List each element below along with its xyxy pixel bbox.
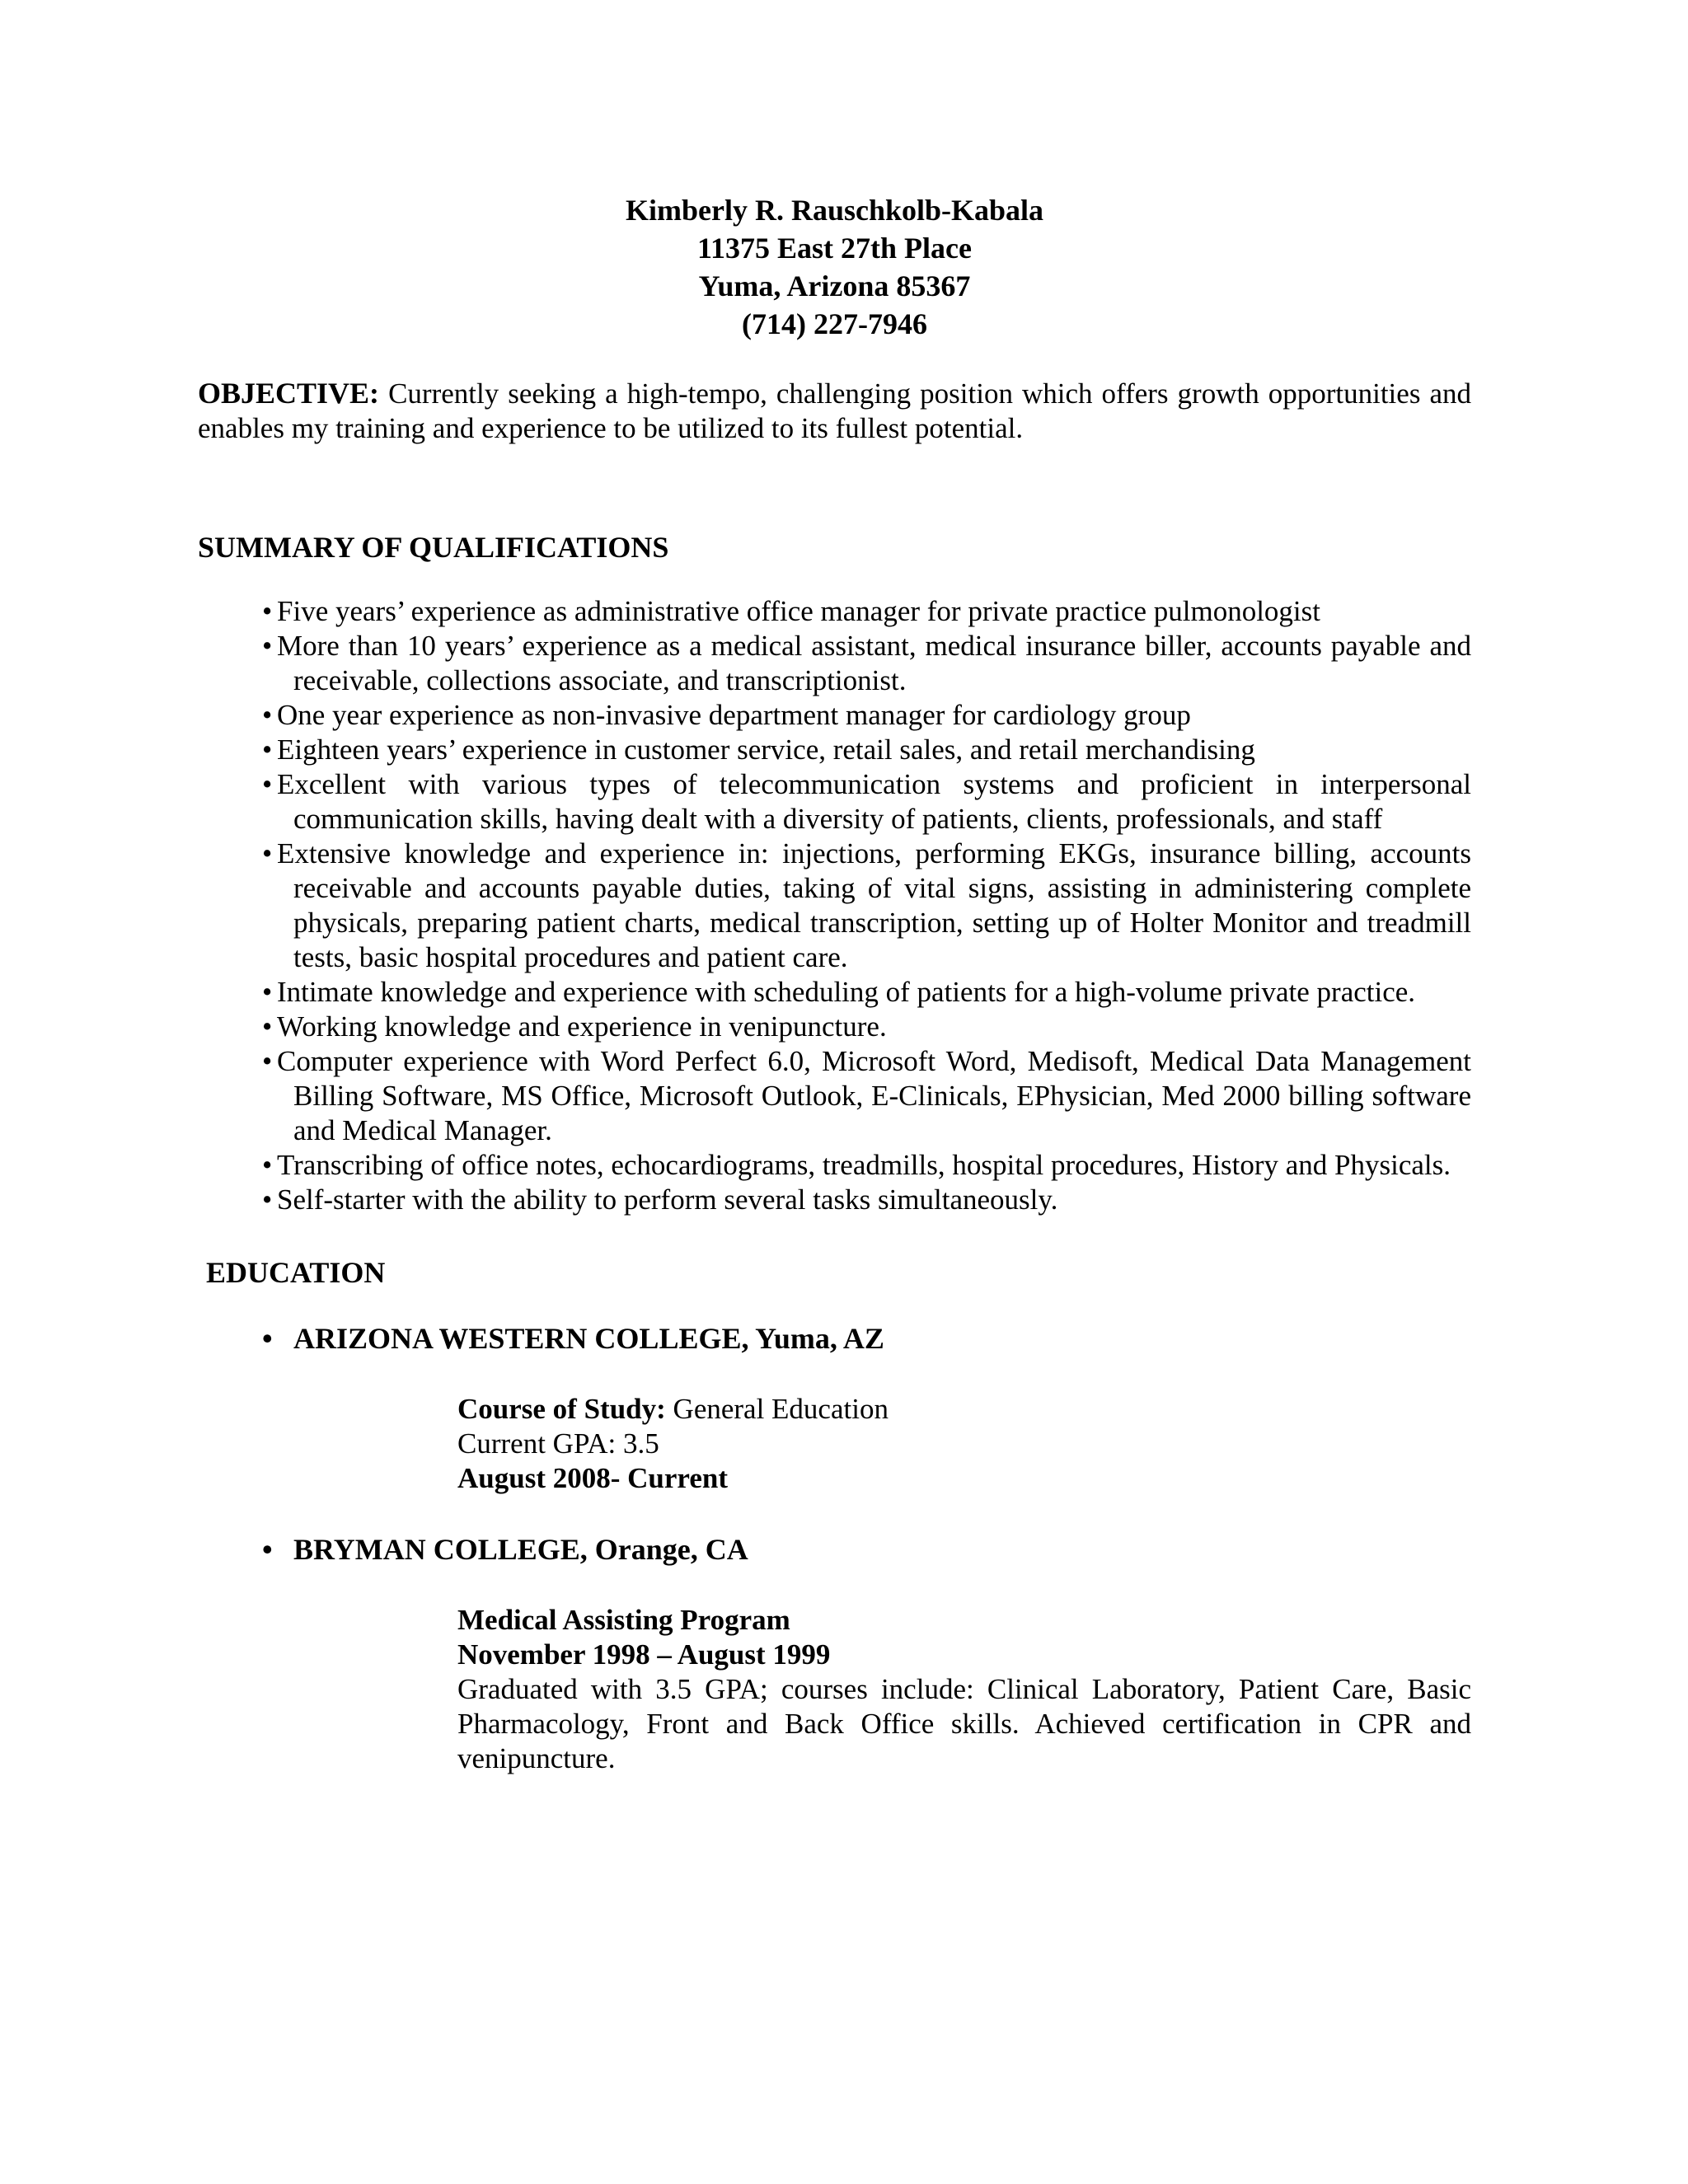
qualification-item: • Transcribing of office notes, echocardiograms, treadmills, hospital procedures, History and Physicals. <box>198 1148 1471 1183</box>
qualifications-list <box>198 594 1471 1217</box>
qualification-item: • Computer experience with Word Perfect 6.0, Microsoft Word, Medisoft, Medical Data Management Billing Software, MS Office, Microsoft Outlook, E-Clinicals, EPhysician, Med 2000 billing software and Medical Manager. <box>198 1044 1471 1148</box>
qualification-item: • One year experience as non-invasive department manager for cardiology group <box>198 698 1471 733</box>
qualification-item: • Extensive knowledge and experience in: injections, performing EKGs, insurance billing, accounts receivable and accounts payable duties, taking of vital signs, assisting in administering complete physicals, preparing patient charts, medical transcription, setting up of Holter Monitor and treadmill tests, basic hospital procedures and patient care. <box>198 837 1471 975</box>
course-of-study-label: Course of Study: <box>457 1393 666 1425</box>
objective-text: Currently seeking a high-tempo, challenging position which offers growth opportunities and enables my training and experience to be utilized to its fullest potential. <box>198 377 1471 444</box>
qualification-item: • More than 10 years’ experience as a medical assistant, medical insurance biller, accounts payable and receivable, collections associate, and transcriptionist. <box>198 629 1471 698</box>
qualification-item: • Self-starter with the ability to perform several tasks simultaneously. <box>198 1183 1471 1217</box>
school-details-arizona-western <box>457 1392 1471 1496</box>
objective-label: OBJECTIVE: <box>198 377 380 410</box>
school-details-bryman <box>457 1603 1471 1776</box>
contact-header <box>198 191 1471 343</box>
qualification-item: • Working knowledge and experience in venipuncture. <box>198 1010 1471 1044</box>
attendance-dates: November 1998 – August 1999 <box>457 1638 831 1671</box>
attendance-dates: August 2008- Current <box>457 1462 728 1494</box>
phone-number: (714) 227-7946 <box>742 307 927 340</box>
qualifications-heading: SUMMARY OF QUALIFICATIONS <box>198 531 669 564</box>
qualification-item: • Five years’ experience as administrative office manager for private practice pulmonologist <box>198 594 1471 629</box>
address-line-1: 11375 East 27th Place <box>697 232 972 265</box>
education-heading: EDUCATION <box>206 1256 386 1289</box>
address-line-2: Yuma, Arizona 85367 <box>698 269 971 302</box>
course-of-study-value: General Education <box>665 1393 889 1425</box>
qualification-item: • Intimate knowledge and experience with scheduling of patients for a high-volume private practice. <box>198 975 1471 1010</box>
applicant-name: Kimberly R. Rauschkolb-Kabala <box>625 194 1044 227</box>
program-name: Medical Assisting Program <box>457 1604 790 1636</box>
qualification-item: • Excellent with various types of telecommunication systems and proficient in interpersonal communication skills, having dealt with a diversity of patients, clients, professionals, and staff <box>198 767 1471 837</box>
program-description: Graduated with 3.5 GPA; courses include: Clinical Laboratory, Patient Care, Basic Pharmacology, Front and Back Office skills. Achieved certification in CPR and venipuncture. <box>457 1673 1471 1774</box>
school-name-bryman: • BRYMAN COLLEGE, Orange, CA <box>198 1532 1471 1567</box>
objective-section <box>198 376 1471 446</box>
current-gpa: Current GPA: 3.5 <box>457 1427 659 1460</box>
school-name-arizona-western: • ARIZONA WESTERN COLLEGE, Yuma, AZ <box>198 1321 1471 1356</box>
resume-page <box>198 191 1471 1812</box>
qualification-item: • Eighteen years’ experience in customer service, retail sales, and retail merchandising <box>198 733 1471 767</box>
course-of-study <box>457 1392 1471 1427</box>
